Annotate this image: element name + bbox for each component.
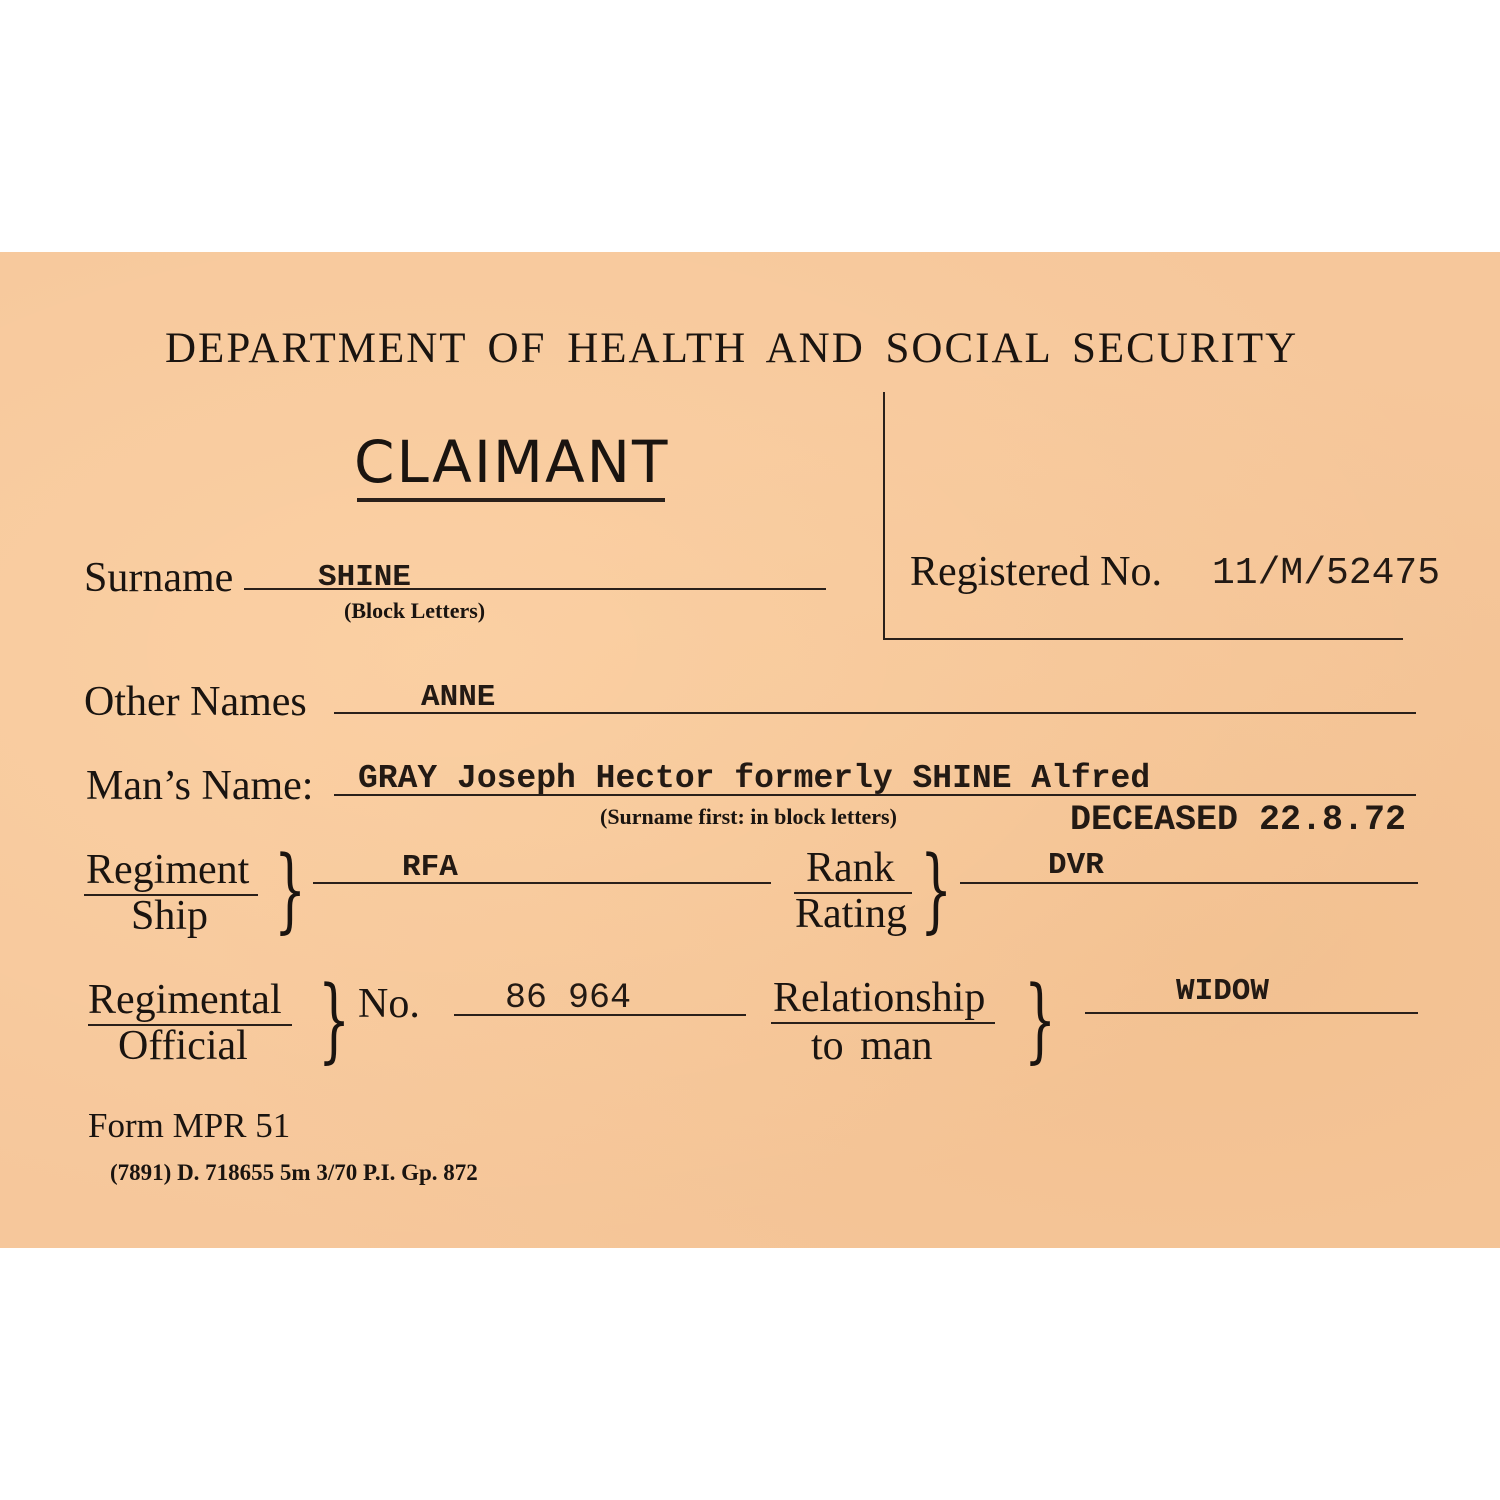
rank-brace: } — [920, 836, 953, 943]
print-code: (7891) D. 718655 5m 3/70 P.I. Gp. 872 — [110, 1160, 478, 1185]
surname-value: SHINE — [318, 560, 412, 595]
registered-no-label: Registered No. — [910, 549, 1162, 595]
relationship-brace: } — [1024, 966, 1057, 1073]
deceased-note: DECEASED 22.8.72 — [1070, 800, 1407, 840]
regiment-label: Regiment — [86, 847, 250, 893]
registered-box-bottom — [883, 638, 1403, 640]
mans-name-value: GRAY Joseph Hector formerly SHINE Alfred — [358, 760, 1151, 797]
rank-line — [960, 882, 1418, 884]
regiment-brace: } — [274, 836, 307, 943]
other-names-value: ANNE — [421, 680, 496, 715]
form-title: CLAIMANT — [354, 428, 670, 496]
relationship-label: Relationship — [773, 975, 986, 1021]
to-man-label: to man — [811, 1023, 933, 1069]
official-label: Official — [118, 1023, 248, 1069]
regimental-no-label: No. — [358, 981, 420, 1027]
other-names-label: Other Names — [84, 679, 307, 725]
regimental-brace: } — [318, 966, 351, 1073]
mans-name-hint: (Surname first: in block letters) — [600, 804, 897, 829]
mans-name-label: Man’s Name: — [86, 763, 314, 809]
ship-label: Ship — [131, 893, 209, 939]
form-title-underline — [357, 498, 665, 502]
registered-no-value: 11/M/52475 — [1212, 552, 1441, 595]
other-names-line — [334, 712, 1416, 714]
regiment-line — [313, 882, 771, 884]
rank-label: Rank — [806, 845, 895, 891]
form-number: Form MPR 51 — [88, 1106, 291, 1145]
rank-value: DVR — [1048, 848, 1104, 883]
relationship-value: WIDOW — [1176, 974, 1270, 1009]
department-heading: DEPARTMENT OF HEALTH AND SOCIAL SECURITY — [165, 325, 1299, 372]
surname-label: Surname — [84, 555, 234, 601]
regiment-value: RFA — [402, 850, 458, 885]
regimental-no-value: 86 964 — [505, 978, 632, 1018]
relationship-line — [1085, 1012, 1418, 1014]
regimental-label: Regimental — [88, 977, 282, 1023]
surname-hint: (Block Letters) — [344, 598, 486, 623]
registered-box-divider — [883, 392, 885, 640]
rating-label: Rating — [795, 891, 907, 937]
claimant-record-card — [0, 252, 1500, 1248]
